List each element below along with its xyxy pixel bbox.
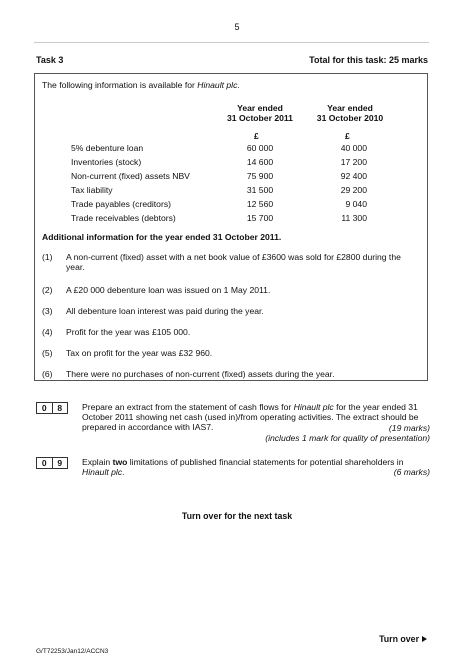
question-digit: 0 [37, 458, 53, 468]
turn-over-label: Turn over [379, 634, 419, 644]
col2-head-line2: 31 October 2010 [316, 113, 384, 123]
q08-suffix: for the year ended 31 October 2011 showing net cash (used in)/from operating activities. The extract should be prepared in accordance with IAS7. [82, 402, 419, 432]
value-2011: 14 600 [246, 157, 274, 167]
value-2010: 92 400 [340, 171, 367, 181]
arrow-right-icon [422, 636, 427, 642]
question-number-box-08 [36, 402, 68, 414]
q09-marks: (6 marks) [393, 467, 430, 477]
row-label: Trade receivables (debtors) [71, 213, 176, 223]
row-label: Inventories (stock) [71, 157, 142, 167]
note-number: (3) [42, 306, 53, 316]
col1-head-line2: 31 October 2011 [227, 113, 293, 123]
currency-2011: £ [254, 131, 259, 141]
note-number: (6) [42, 369, 53, 379]
q09-mid: limitations of published financial statements for potential shareholders in [127, 457, 404, 467]
note-text: All debenture loan interest was paid during the year. [66, 306, 264, 316]
q09-company: Hinault plc [82, 467, 123, 477]
value-2011: 60 000 [246, 143, 274, 153]
q08-company: Hinault plc [293, 402, 334, 412]
note-text: A non-current (fixed) asset with a net book value of £3600 was sold for £2800 during the year. [66, 252, 401, 272]
intro-company: Hinault plc [197, 80, 238, 90]
row-label: Non-current (fixed) assets NBV [71, 171, 190, 181]
additional-info-heading: Additional information for the year ended 31 October 2011. [42, 232, 282, 242]
value-2011: 12 560 [246, 199, 274, 209]
note-text: There were no purchases of non-current (fixed) assets during the year. [66, 369, 335, 379]
q08-prefix: Prepare an extract from the statement of cash flows for [82, 402, 294, 412]
column-head-2010 [310, 103, 390, 123]
page-number: 5 [234, 22, 240, 32]
note-text: A £20 000 debenture loan was issued on 1 May 2011. [66, 285, 271, 295]
currency-2010: £ [345, 131, 350, 141]
row-label: Trade payables (creditors) [71, 199, 171, 209]
value-2010: 17 200 [340, 157, 367, 167]
paper-code: G/T72253/Jan12/ACCN3 [36, 648, 109, 655]
question-number-box-09 [36, 457, 68, 469]
turn-over [379, 634, 427, 644]
col1-head-line1: Year ended [237, 103, 283, 113]
row-label: 5% debenture loan [71, 143, 144, 153]
task-title: Task 3 [36, 55, 64, 65]
question-digit: 0 [37, 403, 53, 413]
question-digit: 8 [57, 403, 63, 413]
note-text: Profit for the year was £105 000. [66, 327, 191, 337]
value-2010: 29 200 [340, 185, 367, 195]
note-number: (1) [42, 252, 53, 262]
value-2011: 31 500 [246, 185, 274, 195]
q08-marks-note: (includes 1 mark for quality of presentation) [265, 433, 430, 443]
column-head-2011 [220, 103, 300, 123]
note-number: (5) [42, 348, 53, 358]
q09-bold: two [112, 457, 128, 467]
row-label: Tax liability [71, 185, 113, 195]
q09-suffix: . [122, 467, 125, 477]
header-rule [34, 42, 429, 43]
col2-head-line1: Year ended [327, 103, 373, 113]
intro-prefix: The following information is available for [42, 80, 198, 90]
q09-prefix: Explain [82, 457, 113, 467]
value-2010: 11 300 [341, 213, 367, 223]
value-2011: 75 900 [246, 171, 274, 181]
note-number: (2) [42, 285, 53, 295]
turn-over-next-task: Turn over for the next task [181, 511, 293, 521]
question-digit: 9 [57, 458, 63, 468]
note-number: (4) [42, 327, 53, 337]
intro-suffix: . [237, 80, 240, 90]
info-intro [42, 80, 240, 90]
note-text: Tax on profit for the year was £32 960. [66, 348, 213, 358]
value-2010: 40 000 [340, 143, 367, 153]
q08-marks: (19 marks) [388, 423, 430, 433]
task-total-marks: Total for this task: 25 marks [309, 55, 428, 65]
value-2011: 15 700 [246, 213, 274, 223]
value-2010: 9 040 [345, 199, 367, 209]
